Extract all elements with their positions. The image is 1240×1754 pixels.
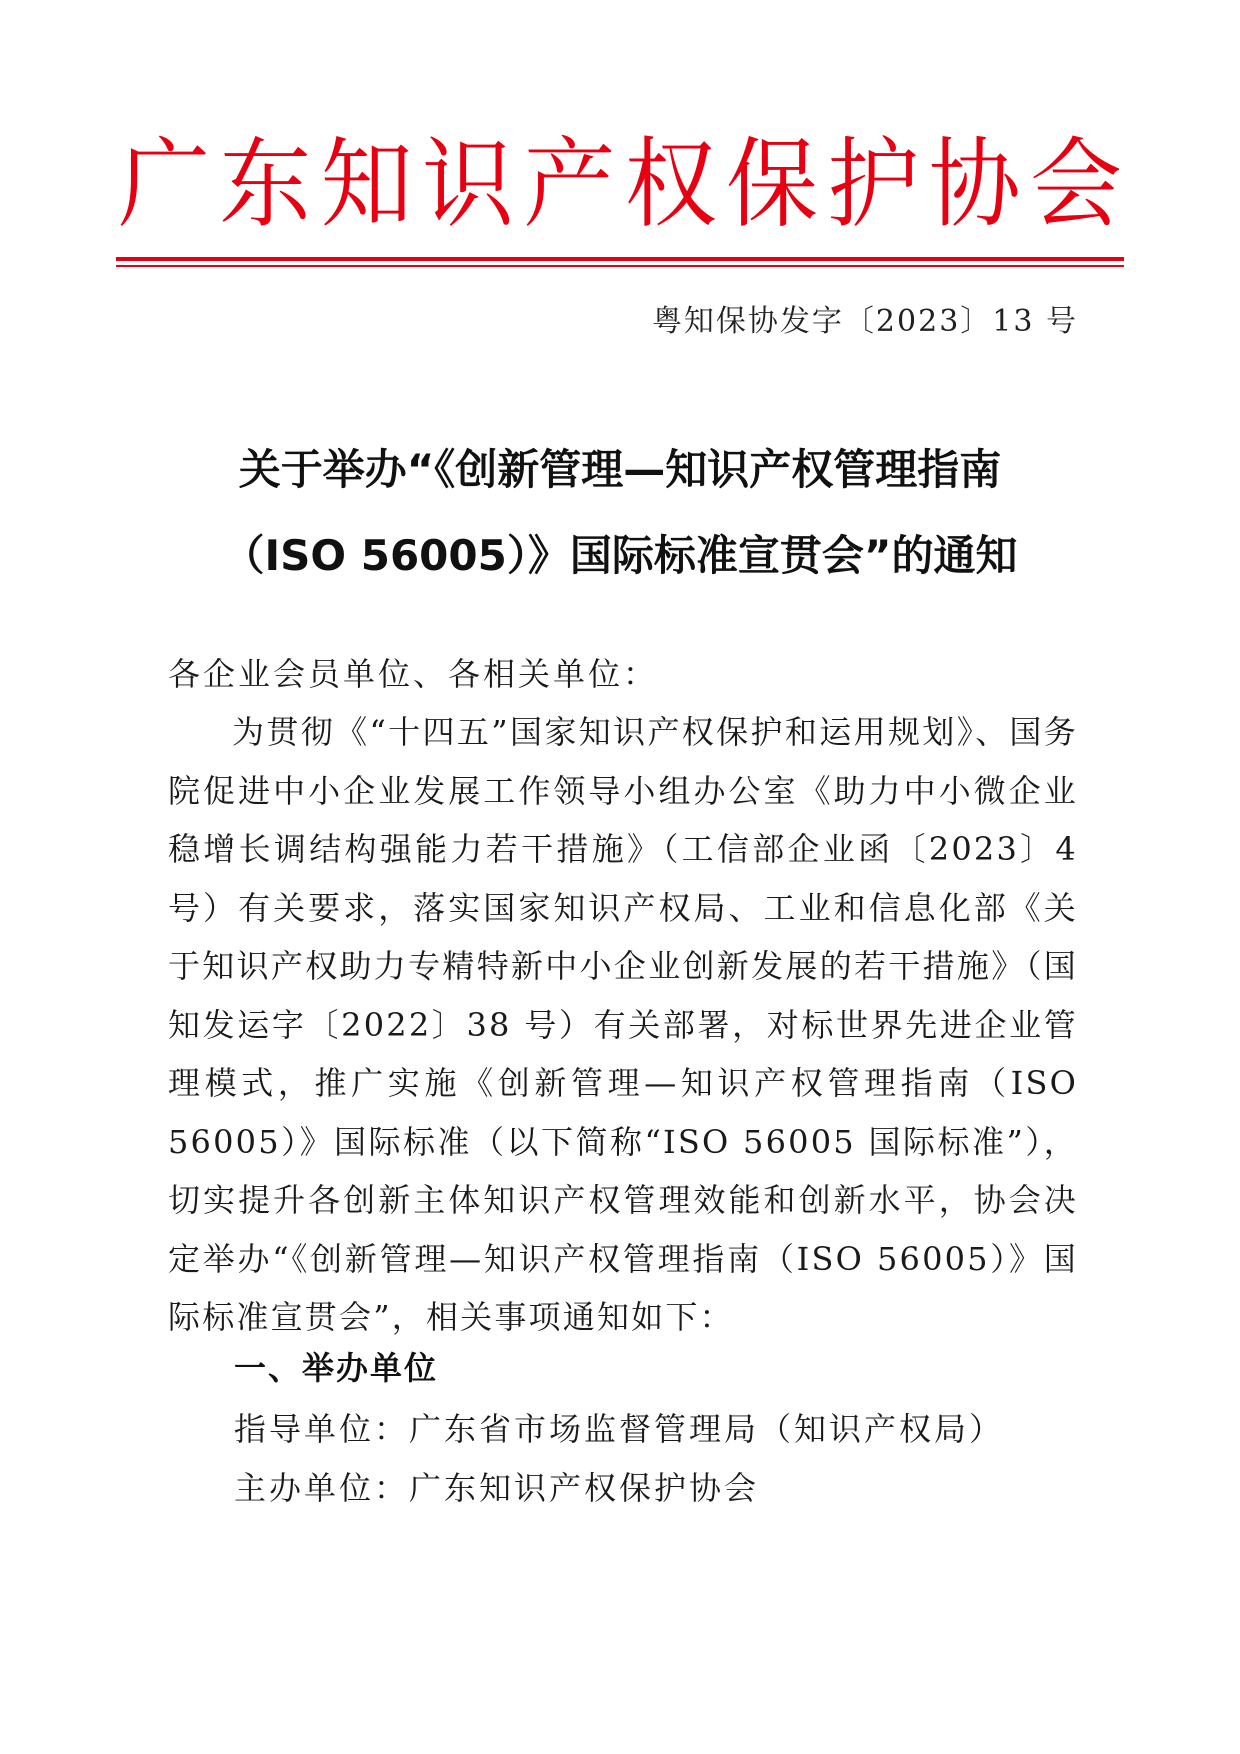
masthead-organization-name	[118, 127, 1122, 242]
masthead-char: 识	[421, 127, 514, 242]
document-number: 粤知保协发字〔2023〕13 号	[651, 304, 1078, 339]
masthead-char: 知	[320, 127, 413, 242]
body-paragraph: 为贯彻《“十四五”国家知识产权保护和运用规划》、国务院促进中小企业发展工作领导小组办公室《助力中小微企业稳增长调结构强能力若干措施》（工信部企业函〔2023〕4 号）有关要求，落实国家知识产权局、工业和信息化部《关于知识产权助力专精特新中小企业创新发展的若干措施》（国知发运字〔2022〕38 号）有关部署，对标世界先进企业管理模式，推广实施《创新管理—知识产权管理指南（ISO 56005）》国际标准（以下简称“ISO 56005 国际标准”），切实提升各创新主体知识产权管理效能和创新水平，协会决定举办“《创新管理—知识产权管理指南（ISO 56005）》国际标准宣贯会”，相关事项通知如下：	[168, 713, 1078, 1336]
masthead-char: 权	[624, 127, 717, 242]
notice-title-line-2: （ISO 56005）》国际标准宣贯会”的通知	[222, 531, 1018, 580]
section-heading-organizers: 一、举办单位	[234, 1349, 439, 1387]
masthead-char: 护	[827, 127, 920, 242]
masthead-char: 东	[219, 127, 312, 242]
masthead-char: 广	[118, 127, 211, 242]
masthead-char: 协	[928, 127, 1021, 242]
host-unit-line: 主办单位：广东知识产权保护协会	[234, 1469, 760, 1507]
masthead-divider-thick	[116, 257, 1124, 261]
masthead-char: 产	[523, 127, 616, 242]
masthead-divider-thin	[116, 265, 1124, 267]
salutation: 各企业会员单位、各相关单位：	[168, 655, 659, 693]
notice-title-line-1: 关于举办“《创新管理—知识产权管理指南	[238, 445, 1002, 494]
guiding-unit-line: 指导单位：广东省市场监督管理局（知识产权局）	[234, 1410, 1005, 1448]
masthead-char: 保	[725, 127, 818, 242]
masthead-char: 会	[1029, 127, 1122, 242]
